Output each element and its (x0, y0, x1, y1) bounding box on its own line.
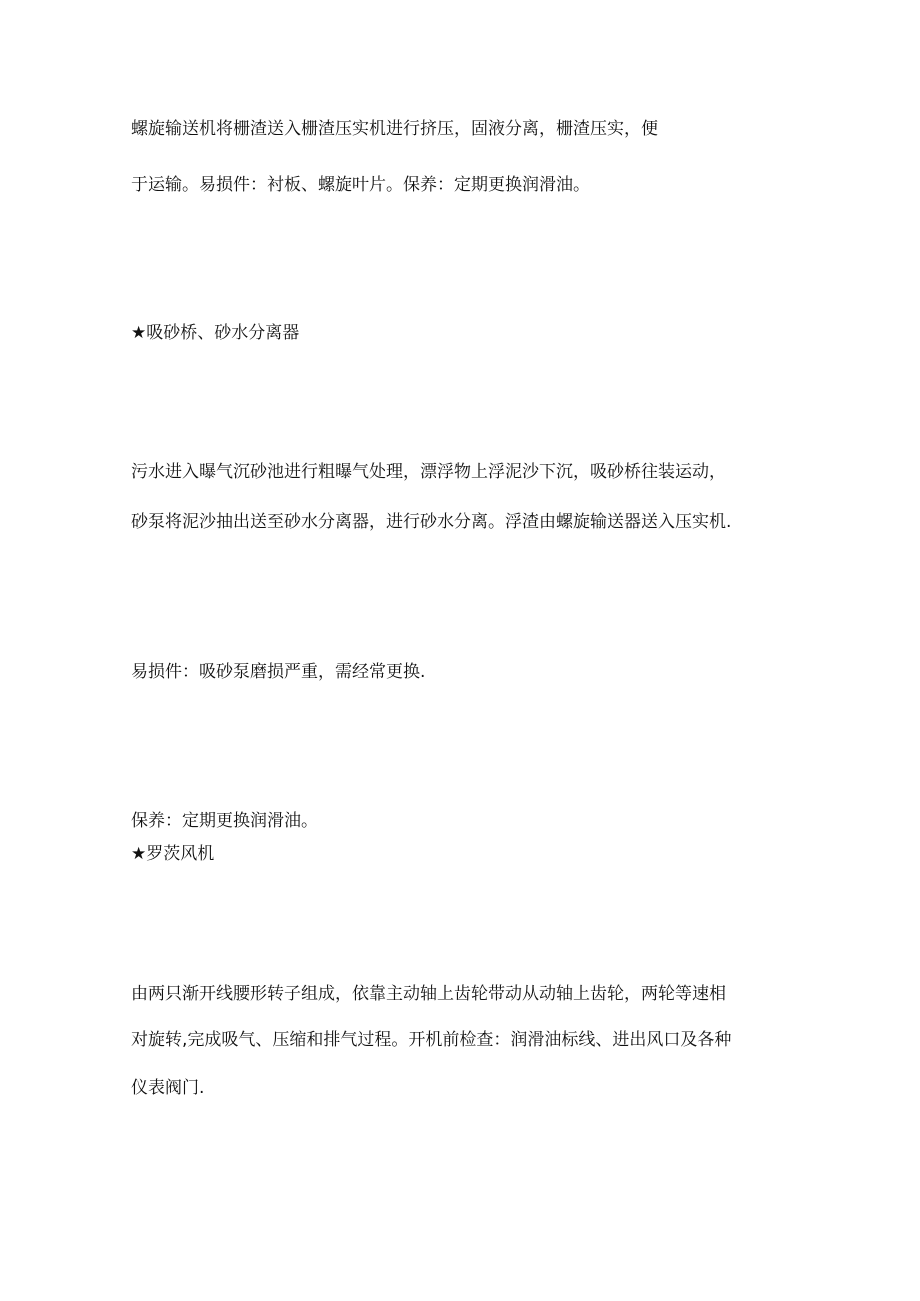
paragraph-line: 于运输。易损件：衬板、螺旋叶片。保养：定期更换润滑油。 (131, 175, 590, 195)
paragraph-line: 螺旋输送机将栅渣送入栅渣压实机进行挤压，固液分离，栅渣压实，便 (131, 119, 658, 139)
paragraph-line: 对旋转,完成吸气、压缩和排气过程。开机前检查：润滑油标线、进出风口及各种 (131, 1030, 732, 1050)
paragraph-line: 由两只渐开线腰形转子组成，依靠主动轴上齿轮带动从动轴上齿轮，两轮等速相 (131, 984, 726, 1004)
section-heading: ★罗茨风机 (131, 844, 215, 864)
wear-parts-line: 易损件：吸砂泵磨损严重，需经常更换. (131, 662, 426, 682)
paragraph-line: 污水进入曝气沉砂池进行粗曝气处理，漂浮物上浮泥沙下沉，吸砂桥往装运动， (131, 462, 726, 482)
paragraph-line: 砂泵将泥沙抽出送至砂水分离器，进行砂水分离。浮渣由螺旋输送器送入压实机. (131, 512, 732, 532)
paragraph-line: 仪表阀门. (131, 1078, 205, 1098)
maintenance-line: 保养：定期更换润滑油。 (131, 811, 318, 831)
section-heading: ★吸砂桥、砂水分离器 (131, 323, 300, 343)
